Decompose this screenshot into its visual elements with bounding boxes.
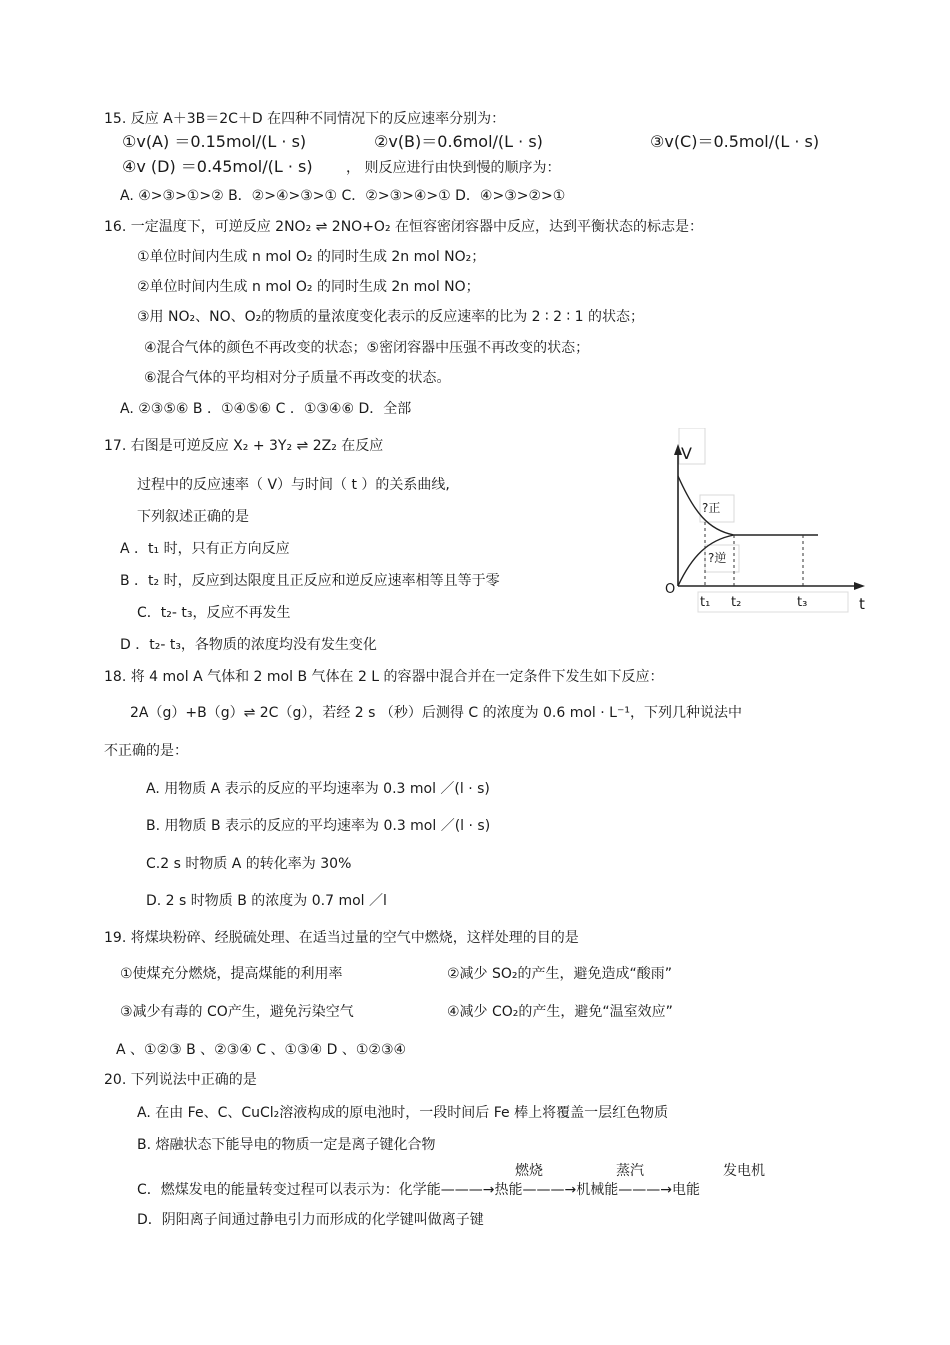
x-axis-arrow bbox=[854, 582, 865, 590]
t-label-box bbox=[698, 592, 848, 612]
q18-stem: 18. 将 4 mol A 气体和 2 mol B 气体在 2 L 的容器中混合并在一定条件下发生如下反应： bbox=[104, 669, 664, 685]
q16-choice-6: ⑥混合气体的平均相对分子质量不再改变的状态。 bbox=[144, 370, 451, 386]
q16-choice-2: ②单位时间内生成 n mol O₂ 的同时生成 2n mol NO； bbox=[137, 279, 480, 295]
q18-equation: 2A（g）+B（g）⇌ 2C（g），若经 2 s （秒）后测得 C 的浓度为 0.6 mol · L⁻¹，下列几种说法中 bbox=[130, 705, 742, 721]
q20-option-a: A. 在由 Fe、C、CuCl₂溶液构成的原电池时，一段时间后 Fe 棒上将覆盖一层红色物质 bbox=[137, 1105, 669, 1121]
q17-option-a: A ．t₁ 时，只有正方向反应 bbox=[120, 541, 290, 557]
graph-origin-label: O bbox=[665, 582, 676, 597]
q17-line-3: 下列叙述正确的是 bbox=[137, 509, 249, 525]
q15-rate-2: ②v(B)＝0.6mol/(L · s) bbox=[374, 132, 543, 151]
graph-forward-label: ?正 bbox=[702, 501, 721, 515]
q18-option-b: B. 用物质 B 表示的反应的平均速率为 0.3 mol ／(l · s) bbox=[146, 818, 491, 834]
q15-options: A. ④>③>①>② B．②>④>③>① C．②>③>④>① D．④>③>②>① bbox=[120, 188, 566, 204]
q15-rate-4-tail: ， 则反应进行由快到慢的顺序为： bbox=[346, 160, 561, 176]
q19-options: A 、①②③ B 、②③④ C 、①③④ D 、①②③④ bbox=[116, 1042, 407, 1058]
q18-line-3: 不正确的是： bbox=[104, 743, 188, 759]
q19-choice-3: ③减少有毒的 CO产生，避免污染空气 bbox=[120, 1004, 354, 1020]
q16-options: A. ②③⑤⑥ B ．①④⑤⑥ C ．①③④⑥ D．全部 bbox=[120, 401, 412, 417]
graph-t2-label: t₂ bbox=[731, 595, 742, 610]
q19-choice-4: ④减少 CO₂的产生，避免“温室效应” bbox=[447, 1004, 673, 1020]
q17-option-c: C．t₂- t₃，反应不再发生 bbox=[137, 605, 291, 621]
rate-time-graph-drawing bbox=[662, 428, 882, 614]
q15-rate-4: ④v (D) ＝0.45mol/(L · s) bbox=[122, 157, 313, 176]
q20-stem: 20. 下列说法中正确的是 bbox=[104, 1072, 257, 1088]
q16-choice-1: ①单位时间内生成 n mol O₂ 的同时生成 2n mol NO₂； bbox=[137, 249, 486, 265]
graph-x-label: t bbox=[859, 595, 865, 613]
q16-choice-3: ③用 NO₂、NO、O₂的物质的量浓度变化表示的反应速率的比为 2 ∶ 2 ∶ 1 的状态； bbox=[137, 309, 644, 325]
q19-choice-2: ②减少 SO₂的产生，避免造成“酸雨” bbox=[447, 966, 673, 982]
q16-choice-4-5: ④混合气体的颜色不再改变的状态；⑤密闭容器中压强不再改变的状态； bbox=[144, 340, 590, 356]
q19-stem: 19. 将煤块粉碎、经脱硫处理、在适当过量的空气中燃烧，这样处理的目的是 bbox=[104, 930, 579, 946]
q18-option-a: A. 用物质 A 表示的反应的平均速率为 0.3 mol ／(l · s) bbox=[146, 781, 490, 797]
graph-y-label: V bbox=[681, 444, 692, 463]
graph-t1-label: t₁ bbox=[700, 595, 711, 610]
q19-choice-1: ①使煤充分燃烧，提高煤能的利用率 bbox=[120, 966, 343, 982]
q15-rate-3: ③v(C)＝0.5mol/(L · s) bbox=[650, 132, 820, 151]
q20-option-d: D．阴阳离子间通过静电引力而形成的化学键叫做离子键 bbox=[137, 1212, 484, 1228]
q18-option-d: D. 2 s 时物质 B 的浓度为 0.7 mol ／l bbox=[146, 893, 387, 909]
q20-arrow-label-steam: 蒸汽 bbox=[616, 1163, 644, 1179]
graph-reverse-label: ?逆 bbox=[708, 551, 727, 565]
q15-stem: 15. 反应 A＋3B＝2C＋D 在四种不同情况下的反应速率分别为： bbox=[104, 111, 506, 127]
q20-arrow-label-generator: 发电机 bbox=[723, 1163, 765, 1179]
q17-option-b: B ．t₂ 时，反应到达限度且正反应和逆反应速率相等且等于零 bbox=[120, 573, 500, 589]
q17-line-2: 过程中的反应速率（ V）与时间（ t ）的关系曲线, bbox=[137, 477, 450, 493]
q15-rate-1: ①v(A) ＝0.15mol/(L · s) bbox=[122, 132, 307, 151]
q16-stem: 16. 一定温度下，可逆反应 2NO₂ ⇌ 2NO+O₂ 在恒容密闭容器中反应，达到平衡状态的标志是： bbox=[104, 219, 704, 235]
q20-arrow-label-burning: 燃烧 bbox=[515, 1163, 543, 1179]
q18-option-c: C.2 s 时物质 A 的转化率为 30% bbox=[146, 856, 352, 872]
rate-time-graph bbox=[662, 428, 882, 614]
q20-option-b: B. 熔融状态下能导电的物质一定是离子键化合物 bbox=[137, 1137, 436, 1153]
q20-option-c: C．燃煤发电的能量转变过程可以表示为：化学能———→热能———→机械能———→电能 bbox=[137, 1182, 700, 1198]
q17-option-d: D ．t₂- t₃，各物质的浓度均没有发生变化 bbox=[120, 637, 377, 653]
q17-stem: 17. 右图是可逆反应 X₂ + 3Y₂ ⇌ 2Z₂ 在反应 bbox=[104, 438, 384, 454]
graph-t3-label: t₃ bbox=[797, 595, 808, 610]
